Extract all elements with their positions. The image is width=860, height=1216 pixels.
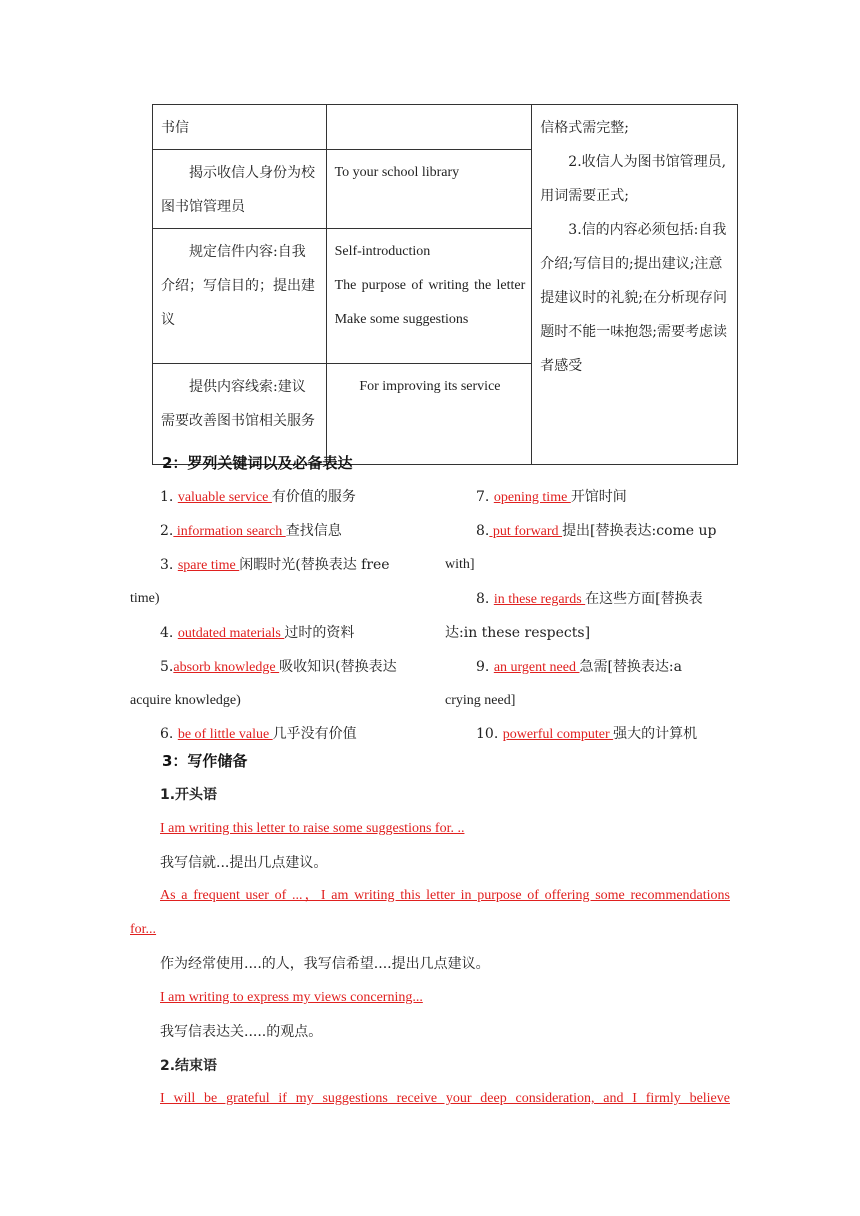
table-cell: [153, 105, 327, 150]
example-sentence: I will be grateful if my suggestions receive your deep consideration, and I firmly believe: [160, 1091, 730, 1106]
translation: 作为经常使用....的人，我写信希望....提出几点建议。: [160, 956, 490, 972]
requirements-table: [152, 104, 738, 465]
note-line: 2.收信人为图书馆管理员,用词需要正式;: [540, 154, 727, 204]
table-cell: [326, 364, 532, 465]
vocab-item-cont: acquire knowledge): [130, 693, 241, 708]
section-title: 3：写作储备: [162, 752, 248, 770]
table-cell: [153, 150, 327, 229]
note-line: 信格式需完整;: [540, 120, 629, 136]
vocab-item: 5.absorb knowledge 吸收知识(替换表达: [160, 659, 397, 675]
vocab-item-cont: 达:in these respects]: [445, 625, 591, 641]
table-cell: [153, 364, 327, 465]
table-cell: [153, 229, 327, 364]
cell-text: For improving its service: [359, 379, 501, 394]
vocab-item: 8. in these regards 在这些方面[替换表: [476, 591, 703, 607]
cell-text: Make some suggestions: [334, 312, 469, 327]
vocab-item: 1. valuable service 有价值的服务: [160, 489, 356, 505]
cell-text: The purpose of writing the letter: [334, 278, 526, 293]
notes-cell: [532, 105, 738, 465]
translation: 我写信表达关.....的观点。: [160, 1024, 323, 1040]
example-sentence: As a frequent user of ...，I am writing this letter in purpose of offering some recommendations: [160, 888, 730, 903]
vocab-item: 2. information search 查找信息: [160, 523, 342, 539]
cell-text: 提供内容线索:建议需要改善图书馆相关服务: [161, 379, 315, 429]
cell-text: 书信: [161, 120, 189, 136]
cell-text: 规定信件内容:自我介绍；写信目的；提出建议: [161, 244, 315, 328]
vocab-item-cont: crying need]: [445, 693, 516, 708]
table-row: [153, 105, 738, 150]
table-cell: [326, 105, 532, 150]
cell-text: 揭示收信人身份为校图书馆管理员: [161, 165, 315, 215]
vocab-item: 8. put forward 提出[替换表达:come up: [476, 523, 717, 539]
example-sentence: I am writing to express my views concerning...: [160, 990, 423, 1005]
vocab-item: 6. be of little value 几乎没有价值: [160, 726, 357, 742]
vocab-item: 7. opening time 开馆时间: [476, 489, 627, 505]
translation: 我写信就...提出几点建议。: [160, 855, 328, 871]
table-cell: [326, 229, 532, 364]
table-cell: [326, 150, 532, 229]
subheading: 2.结束语: [160, 1058, 218, 1074]
vocab-item: 3. spare time 闲暇时光(替换表达 free: [160, 557, 390, 573]
vocab-item-cont: time): [130, 591, 160, 606]
example-sentence: I am writing this letter to raise some suggestions for. ..: [160, 821, 465, 836]
example-sentence-cont: for...: [130, 922, 157, 937]
cell-text: To your school library: [334, 165, 460, 180]
cell-text: Self-introduction: [334, 244, 431, 259]
note-line: 3.信的内容必须包括:自我介绍;写信目的;提出建议;注意提建议时的礼貌;在分析现存问题时不能一味抱怨;需要考虑读者感受: [540, 222, 727, 374]
vocab-item: 10. powerful computer 强大的计算机: [476, 726, 698, 742]
vocab-item: 4. outdated materials 过时的资料: [160, 625, 355, 641]
subheading: 1.开头语: [160, 787, 218, 803]
vocab-item: 9. an urgent need 急需[替换表达:a: [476, 659, 682, 675]
vocab-item-cont: with]: [445, 557, 475, 572]
section-title: 2：罗列关键词以及必备表达: [162, 454, 353, 472]
